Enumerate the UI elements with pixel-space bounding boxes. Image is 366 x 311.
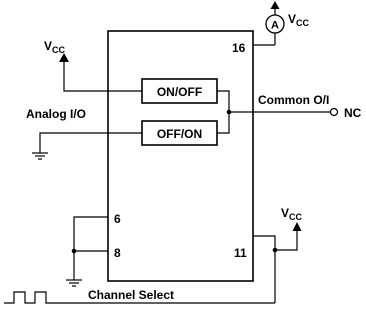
switch-label-on-off: ON/OFF — [156, 85, 203, 99]
nc-label: NC — [344, 106, 362, 120]
analog-io-label: Analog I/O — [26, 107, 86, 121]
channel-select-label: Channel Select — [88, 288, 175, 302]
pin11-label: 11 — [234, 246, 247, 260]
vcc-main: V — [44, 39, 53, 53]
ammeter-label: A — [271, 19, 279, 32]
pin16-supply — [232, 1, 310, 55]
pin8-label: 8 — [114, 246, 121, 260]
vcc-sub: CC — [289, 212, 303, 222]
vcc-main: V — [281, 206, 290, 220]
vcc-main: V — [288, 12, 297, 26]
common-oi-label: Common O/I — [258, 93, 330, 107]
vcc-sub: CC — [296, 18, 310, 28]
svg-text:VCC — [281, 206, 303, 222]
svg-text:VCC — [288, 12, 310, 28]
svg-text:VCC — [44, 39, 66, 55]
junction-dot — [273, 248, 278, 253]
pin6-label: 6 — [114, 212, 121, 226]
vcc-sub: CC — [52, 45, 66, 55]
switch-label-off-on: OFF/ON — [156, 127, 203, 141]
junction-dot — [72, 249, 77, 254]
channel-select-signal — [4, 288, 275, 303]
nc-terminal — [331, 109, 338, 116]
pin16-label: 16 — [232, 41, 246, 55]
ic-package — [108, 31, 253, 281]
